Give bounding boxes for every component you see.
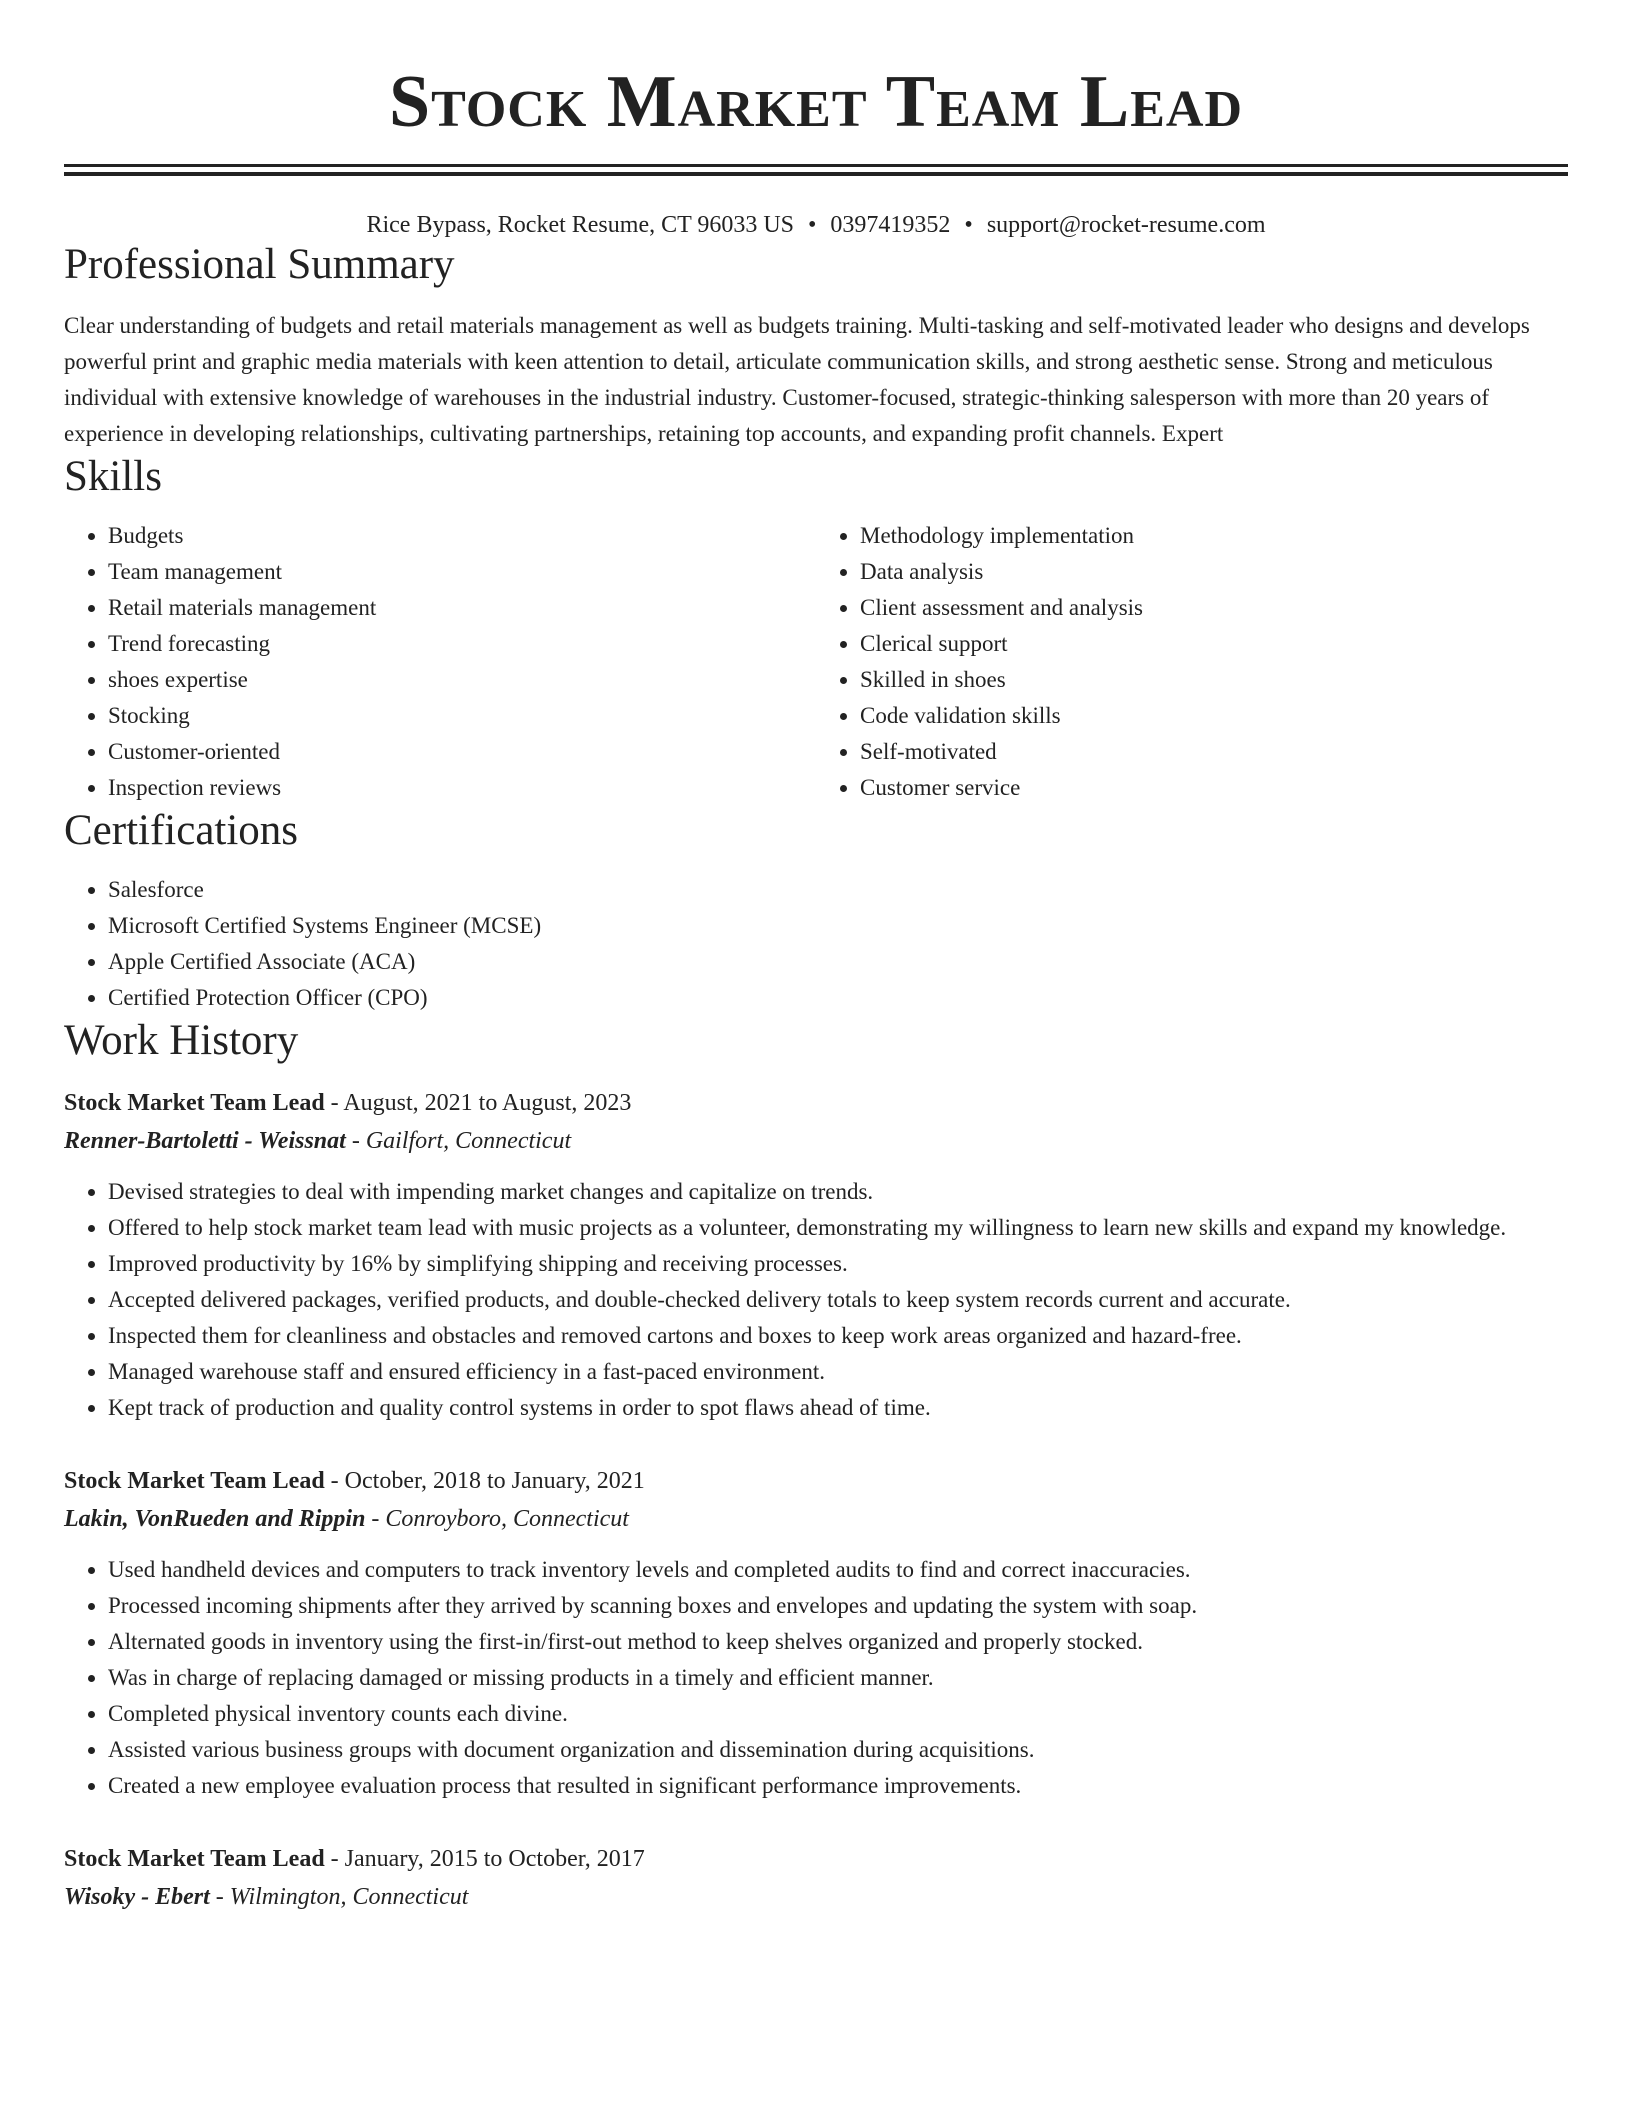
job-bullet: • Alternated goods in inventory using the first-in/first-out method to keep shelves organized and properly stocked. (108, 1624, 1568, 1660)
skill-item: • Clerical support (860, 626, 1568, 662)
job-role: Stock Market Team Lead (64, 1090, 325, 1116)
certifications-list (64, 872, 1568, 1016)
job-company-line: Wisoky - Ebert - Wilmington, Connecticut (64, 1884, 469, 1910)
summary-heading: Professional Summary (64, 241, 455, 288)
job-company-line: Lakin, VonRueden and Rippin - Conroyboro, Connecticut (64, 1506, 629, 1532)
skill-item: • Inspection reviews (108, 770, 816, 806)
skill-item: • Skilled in shoes (860, 662, 1568, 698)
certification-item: • Apple Certified Associate (ACA) (108, 944, 1568, 980)
work-history-heading: Work History (64, 1017, 299, 1064)
job-bullet: • Used handheld devices and computers to track inventory levels and completed audits to find and correct inaccuracies. (108, 1552, 1568, 1588)
job-bullets (64, 1552, 1568, 1804)
job-role: Stock Market Team Lead (64, 1468, 325, 1494)
contact-separator: • (964, 212, 973, 238)
job-bullet: • Devised strategies to deal with impending market changes and capitalize on trends. (108, 1174, 1568, 1210)
contact-phone: 0397419352 (830, 212, 951, 238)
skills-list-right (816, 518, 1568, 806)
certification-item: • Certified Protection Officer (CPO) (108, 980, 1568, 1016)
job-location: Gailfort, Connecticut (365, 1128, 572, 1154)
job-company: Lakin, VonRueden and Rippin (64, 1506, 366, 1532)
job-dates: August, 2021 to August, 2023 (343, 1090, 632, 1116)
job-bullet: • Was in charge of replacing damaged or missing products in a timely and efficient manner. (108, 1660, 1568, 1696)
job-company: Wisoky - Ebert (64, 1884, 210, 1910)
skill-item: • Trend forecasting (108, 626, 816, 662)
job-title-line: Stock Market Team Lead - January, 2015 to October, 2017 (64, 1846, 645, 1872)
job-bullet: • Processed incoming shipments after they arrived by scanning boxes and envelopes and updating the system with soap. (108, 1588, 1568, 1624)
skill-item: • Stocking (108, 698, 816, 734)
skill-item: • Self-motivated (860, 734, 1568, 770)
job-bullet: • Assisted various business groups with document organization and dissemination during acquisitions. (108, 1732, 1568, 1768)
job-bullet: • Improved productivity by 16% by simplifying shipping and receiving processes. (108, 1246, 1568, 1282)
job-bullet: • Created a new employee evaluation process that resulted in significant performance improvements. (108, 1768, 1568, 1804)
summary-text: Clear understanding of budgets and retail materials management as well as budgets training. Multi-tasking and self-motivated leader who designs and develops powerful print and graphic media materials with keen attention to detail, articulate communication skills, and strong aesthetic sense. Strong and meticulous individual with extensive knowledge of warehouses in the industrial industry. Customer-focused, strategic-thinking salesperson with more than 20 years of experience in developing relationships, cultivating partnerships, retaining top accounts, and expanding profit channels. Expert (64, 313, 1530, 446)
job-bullet: • Accepted delivered packages, verified products, and double-checked delivery totals to keep system records current and accurate. (108, 1282, 1568, 1318)
skill-item: • Retail materials management (108, 590, 816, 626)
title-rule-top (64, 164, 1568, 167)
skill-item: • Team management (108, 554, 816, 590)
title-rule-bottom (64, 172, 1568, 176)
skills-heading: Skills (64, 453, 162, 500)
skill-item: • Data analysis (860, 554, 1568, 590)
job-bullets (64, 1174, 1568, 1426)
job-location: Conroyboro, Connecticut (385, 1506, 629, 1532)
contact-line (64, 210, 1568, 240)
job-bullet: • Offered to help stock market team lead with music projects as a volunteer, demonstrating my willingness to learn new skills and expand my knowledge. (108, 1210, 1568, 1246)
job-bullet: • Inspected them for cleanliness and obstacles and removed cartons and boxes to keep work areas organized and hazard-free. (108, 1318, 1568, 1354)
certification-item: • Salesforce (108, 872, 1568, 908)
job-bullet: • Kept track of production and quality control systems in order to spot flaws ahead of time. (108, 1390, 1568, 1426)
skill-item: • Customer-oriented (108, 734, 816, 770)
skill-item: • Code validation skills (860, 698, 1568, 734)
job-dates: January, 2015 to October, 2017 (344, 1846, 645, 1872)
job-location: Wilmington, Connecticut (229, 1884, 469, 1910)
certification-item: • Microsoft Certified Systems Engineer (MCSE) (108, 908, 1568, 944)
job-entry (64, 1462, 1568, 1804)
job-bullet: • Managed warehouse staff and ensured efficiency in a fast-paced environment. (108, 1354, 1568, 1390)
certifications-heading: Certifications (64, 807, 299, 854)
resume-title: Stock Market Team Lead (388, 61, 1244, 143)
job-title-line: Stock Market Team Lead - August, 2021 to August, 2023 (64, 1090, 632, 1116)
contact-separator: • (808, 212, 817, 238)
job-company-line: Renner-Bartoletti - Weissnat - Gailfort, Connecticut (64, 1128, 572, 1154)
job-company: Renner-Bartoletti - Weissnat (64, 1128, 346, 1154)
skill-item: • Methodology implementation (860, 518, 1568, 554)
skills-list-left (64, 518, 816, 806)
contact-email: support@rocket-resume.com (986, 212, 1266, 238)
job-role: Stock Market Team Lead (64, 1846, 325, 1872)
job-bullet: • Completed physical inventory counts each divine. (108, 1696, 1568, 1732)
skill-item: • Customer service (860, 770, 1568, 806)
skill-item: • Client assessment and analysis (860, 590, 1568, 626)
job-title-line: Stock Market Team Lead - October, 2018 to January, 2021 (64, 1468, 645, 1494)
skill-item: • Budgets (108, 518, 816, 554)
job-entry (64, 1840, 1568, 1916)
skills-grid (64, 518, 1568, 806)
job-dates: October, 2018 to January, 2021 (344, 1468, 645, 1494)
skill-item: • shoes expertise (108, 662, 816, 698)
contact-address: Rice Bypass, Rocket Resume, CT 96033 US (366, 212, 795, 238)
job-entry (64, 1084, 1568, 1426)
